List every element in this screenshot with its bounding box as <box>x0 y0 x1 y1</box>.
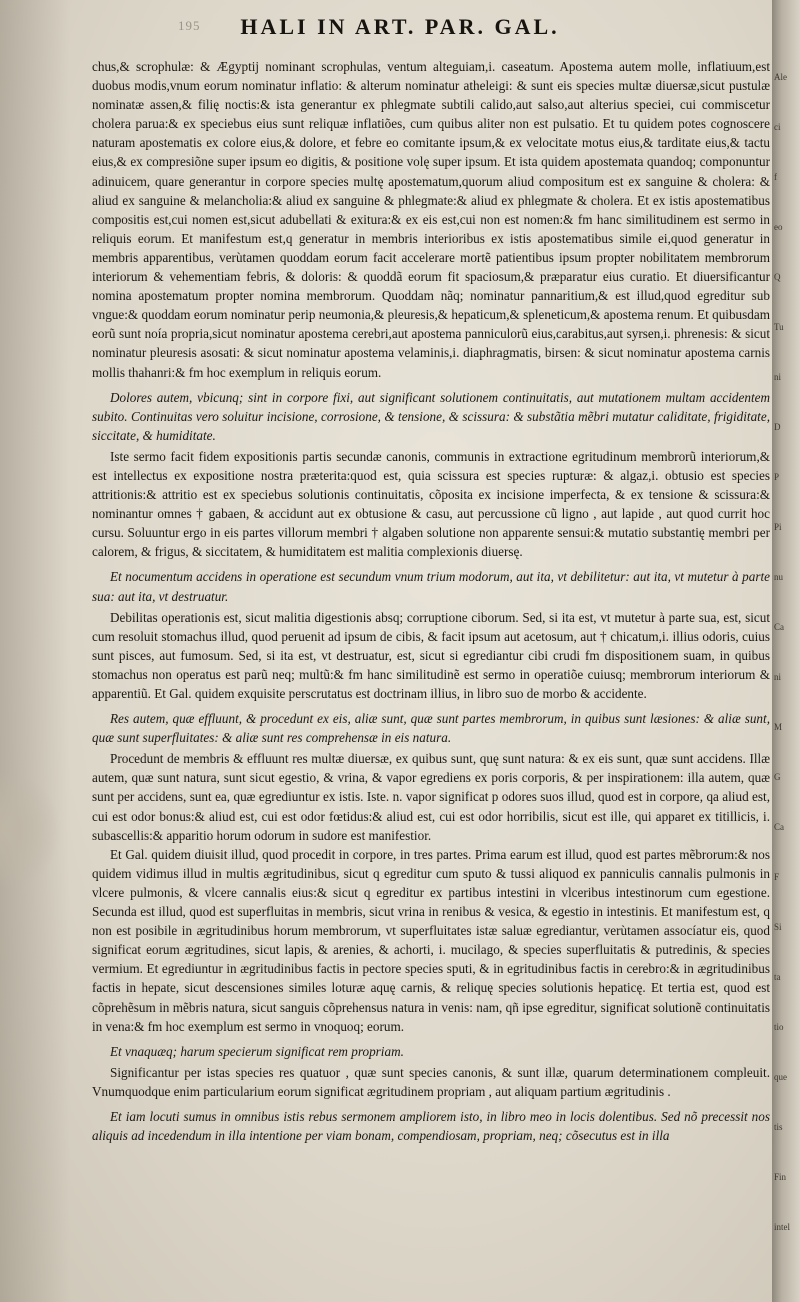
gutter-fragment: Si <box>774 922 782 932</box>
lemma-paragraph: Res autem, quæ effluunt, & procedunt ex eis, aliæ sunt, quæ sunt partes membrorum, in quibus sunt læsiones: & aliæ sunt, quæ sunt superfluitates: & aliæ sunt res comprehensæ in eis natura. <box>92 711 770 746</box>
facing-page-gutter <box>772 0 800 1302</box>
gutter-fragment: tio <box>774 1022 784 1032</box>
commentary-paragraph: Iste sermo facit fidem expositionis partis secundæ canonis, communis in extractione egritudinum membrorũ interiorum,& est intellectus ex expositione nostra præterita:quod est, quia scissura est species rupturæ: & algaz,i. obtusio est species attritionis:& attritio est ex speciebus solutionis continuitatis, cõposita ex incisione imperfecta, & ex tensione & scissura:& nominantur omnes † gabaen, & accidunt aut ex obtusione & casu, aut percussione cũ ligno , aut lapide , aut quod currit hoc cursu. Soluuntur ergo in eis partes villorum membri † algaben solutione non apparente sensui:& mutatio substantię membri per calorem, & frigus, & siccitatem, & humiditatem est malitia complexionis diuersę. <box>92 448 770 560</box>
commentary-paragraph: Debilitas operationis est, sicut malitia digestionis absq; corruptione ciborum. Sed, si ita est, vt mutetur à parte sua, est, sicut cum resoluit stomachus illud, quod peruenit ad ipsum de cibis, & facit ipsum aut acetosum, aut † chicatum,i. illius odoris, cuius sunt pisces, aut fumosum. Sed, si ita est, vt destruatur, est, sicut si egrediantur cibi crudi fm dispositionem suam, in quibus stomachus non operatus est parũ neq; multũ:& fm hanc similitudinẽ est sermo in operatiõe cuiusq; membrorum interiorum & apparentiũ. Et Gal. quidem exquisite perscrutatus est doctrinam illius, in libro suo de morbo & accidente. <box>92 609 770 701</box>
main-text-block <box>92 57 770 1147</box>
gutter-fragment: Pi <box>774 522 782 532</box>
lemma-paragraph: Et vnaquæq; harum specierum significat rem propriam. <box>110 1043 404 1059</box>
gutter-fragment: ci <box>774 122 781 132</box>
page-edge-shadow <box>0 0 70 1302</box>
commentary-paragraph: Significantur per istas species res quatuor , quæ sunt species canonis, & sunt illæ, quarum determinationem compleuit. Vnumquodque enim particularium eorum significat ægritudinem propriam , aut aliquam partium ægritudinis . <box>92 1064 770 1099</box>
commentary-paragraph: chus,& scrophulæ: & Ægyptij nominant scrophulas, ventum alteguiam,i. caseatum. Apostema autem molle, inflatiuum,est duobus modis,vnum eorum nominatur inflatio: & alterum nominatur atheleigi: & sunt eis species multæ diuersæ,sicut pustulæ nominatæ assen,& filię noctis:& ista generantur ex phlegmate subtili calido,aut salso,aut alterius speciei, cui commiscetur cholera parua:& ex speciebus eius sunt reliquæ inflatiões, cum quibus aliter non est pulsatio. Et tu quidem potes cognoscere naturam apostematis ex colore eius,& dolore, et febre eo comitante ipsum,& ex velocitate motus eius,& tarditate eius,& tactu eius,& ex compresiõne super ipsum eo digitis, & positione volę super ipsum. Et ista quidem apostemata quandoq; componuntur adinuicem, quare generantur in corpore species multę apostematum,quorum aliud compositum est ex sanguine & cholera: & aliud ex sanguine & melancholia:& aliud ex sanguine & phlegmate:& aliud ex phlegmate & cholera. Et ex istis apostematibus compositis est,cui nomen est,sicut adubellati & exitura:& ex eis est,cui non est nomen:& fm hanc similitudinem est sermo in reliquis eorum. Et manifestum est,q generatur in membris interioribus ex istis apostematibus simile ei,quod generatur in membris apparentibus, verùtamen quoddam eorum facit accelerare mortẽ patientibus ipsum propter nobilitatem membrorum interiorum & vehementiam febris, & doloris: & quoddã eorum fit spaciosum,& præparatur eius curatio. Et diuersificantur nomina apostematum propter nomina membrorum. Quoddam nãq; nominatur pannaritium,& est illud,quod egreditur sub vngue:& quoddam eorum nominatur perip neumonia,& pleuresis,& hepaticum,& spleneticum,& apostema renum. Et quibusdam eorũ sunt noía propria,sicut nominatur apostema cerebri,aut apostema panniculorũ eius,carabitus,aut syrsen,i. phrenesis: & sicut nominatur pleuresis asosati: & sicut nominatur apostema velaminis,i. diaphragmatis, birsen: & sicut nominatur apostema carnis mollis thahanri:& fm hoc exemplum in reliquis eorum. <box>92 59 770 380</box>
gutter-fragment: M <box>774 722 783 732</box>
folio-number: 195 <box>178 18 201 33</box>
gutter-fragment: F <box>774 872 780 882</box>
gutter-fragment: D <box>774 422 781 432</box>
commentary-paragraph: Procedunt de membris & effluunt res multæ diuersæ, ex quibus sunt, quę sunt natura: & ex eis sunt, quæ sunt accidens. Illæ autem, quæ sunt natura, sunt sicut egestio, & vrina, & vapor egrediens ex poris corporis, & per inspirationem: illa autem, quæ sunt per accidens, sunt ea, quæ egrediuntur ex istis. Iste. n. vapor significat p odores suos illud, quod est in corpore, qa aliud est, cui est odor bonus:& aliud est, cui est odor fœtidus:& aliud est, cui est odor horribilis, sicut est ille, qui apparet ex titillicis, i. subascellis:& apparitio horum odorum in sudore est manifestior. <box>92 751 770 843</box>
gutter-fragment: Ca <box>774 822 784 832</box>
gutter-fragment: ta <box>774 972 781 982</box>
gutter-fragment: Tu <box>774 322 784 332</box>
paper-stain <box>0 770 62 890</box>
gutter-fragment: ni <box>774 672 782 682</box>
gutter-fragment: eo <box>774 222 783 232</box>
commentary-paragraph: Et Gal. quidem diuisit illud, quod procedit in corpore, in tres partes. Prima earum est illud, quod est partes mẽbrorum:& nos quidem vidimus illud in multis ægritudinibus, sicut q egreditur cum sputo & tussi aliquod ex panniculis cannalis pulmonis in vlcere pulmonis, & vlcere cannalis eius:& sicut q egreditur ex partibus intestini in vlceribus intestinorum cum egestione. Secunda est illud, quod est superfluitas in membris, sicut vrina in renibus & vesica, & egestio in intestinis. Et manifestum est, q non est posibile in ægritudinibus horum membrorum, vt superfluitates istæ saluæ egrediantur, verùtamen assocíatur eis, quod significat eorum ægritudines, sicut lapis, & arenies, & achorti, i. mucilago, & species superfluitatis & putredinis, & species vermium. Et egrediuntur in ægritudinibus factis in pectore species sputi, & in egritudinibus factis in cerebro:& in ægritudinibus factis in hepate, sicut descensiones similes loturæ aquę carnis, & reliquę species solutionis hepaticę. Et tertia est, quod est cõprehẽsum in mẽbris natura, sicut sanguis cõprehensus natura in venis: nam, qñ ipse egreditur, significat solutionẽ continuitatis in vena:& fm hoc exemplum est sermo in vnoquoq; eorum. <box>92 846 770 1034</box>
gutter-fragment: f <box>774 172 777 182</box>
lemma-paragraph: Et iam locuti sumus in omnibus istis rebus sermonem ampliorem isto, in libro meo in locis dolentibus. Sed nõ precessit nos aliquis ad incedendum in illa intentione per viam bonam, compendiosam, propriam, neq; cõsecutus est in illa <box>92 1108 770 1144</box>
lemma-paragraph: Et nocumentum accidens in operatione est secundum vnum trium modorum, aut ita, vt debilitetur: aut ita, vt mutetur à parte sua: aut ita, vt destruatur. <box>92 569 770 604</box>
gutter-fragment: tis <box>774 1122 783 1132</box>
gutter-fragment: Q <box>774 272 781 282</box>
gutter-fragment: nu <box>774 572 783 582</box>
gutter-fragment: Ale <box>774 72 787 82</box>
gutter-fragment: Ca <box>774 622 784 632</box>
gutter-fragment: G <box>774 772 781 782</box>
gutter-fragment: intel <box>774 1222 790 1232</box>
lemma-paragraph: Dolores autem, vbicunq; sint in corpore fixi, aut significant solutionem continuitatis, aut mutationem multam accidentem subito. Continuitas vero soluitur incisione, corrosione, & tensione, & scissura: & substãtia mẽbri mutatur caliditate, frigiditate, siccitate, & humiditate. <box>92 389 770 443</box>
gutter-fragment: Fin <box>774 1172 787 1182</box>
running-title: HALI IN ART. PAR. GAL. <box>240 14 560 39</box>
gutter-fragment: que <box>774 1072 787 1082</box>
gutter-fragment: ni <box>774 372 782 382</box>
gutter-fragment: P <box>774 472 780 482</box>
page-header <box>0 14 800 48</box>
